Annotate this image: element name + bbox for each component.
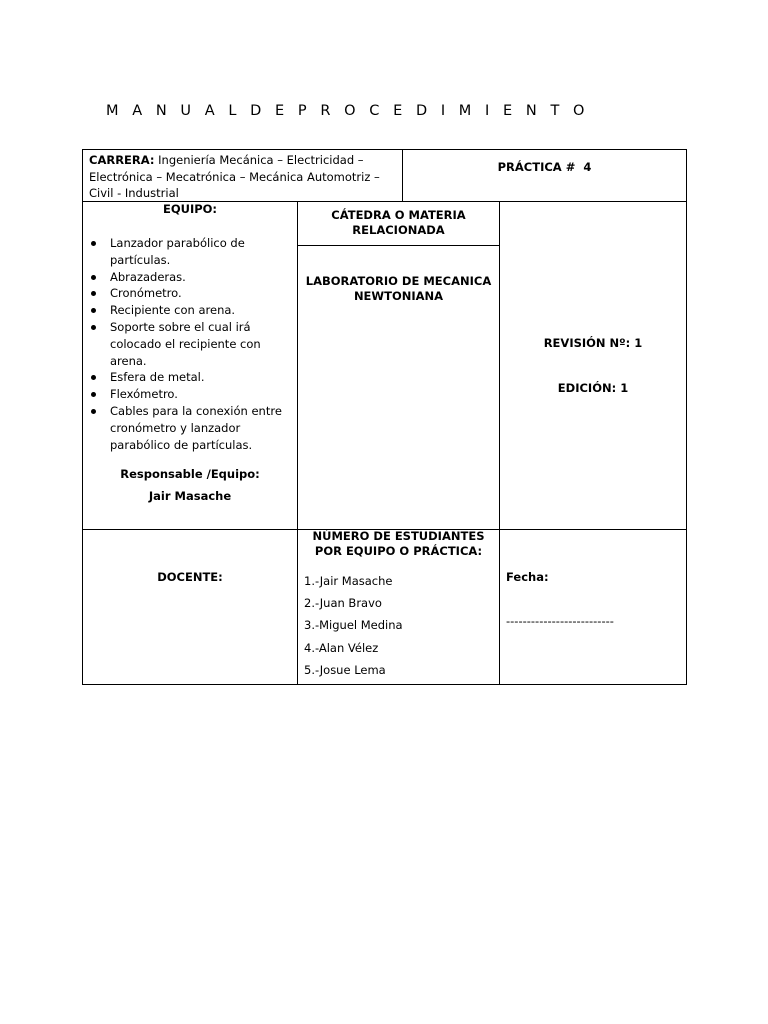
bullet-icon [91,308,96,313]
catedra-heading: CÁTEDRA O MATERIA RELACIONADA [331,208,466,237]
carrera-line3: Civil - Industrial [89,186,179,200]
bullet-icon [91,392,96,397]
bullet-icon [91,325,96,330]
carrera-line2: Electrónica – Mecatrónica – Mecánica Automotriz – [89,169,380,184]
docente-label: DOCENTE: [157,570,223,584]
header-column-divider [402,149,403,202]
fecha-label: Fecha: [506,570,549,584]
list-item: Recipiente con arena. [90,302,290,319]
responsable-label: Responsable /Equipo: [120,467,260,481]
list-item: Lanzador parabólico de partículas. [90,235,290,269]
list-item: 1.-Jair Masache [304,574,393,588]
column-divider-2 [499,201,500,685]
list-item: Cables para la conexión entre cronómetro y lanzador parabólico de partículas. [90,403,290,453]
list-item: 4.-Alan Vélez [304,641,379,655]
list-item: Soporte sobre el cual irá colocado el recipiente con arena. [90,319,290,369]
equipo-heading: EQUIPO: [162,202,218,216]
list-item: Flexómetro. [90,386,290,403]
carrera-label: CARRERA: [89,153,155,167]
bullet-icon [91,375,96,380]
bullet-icon [91,241,96,246]
edicion-number: EDICIÓN: 1 [557,381,629,395]
fecha-line: -------------------------- [506,614,614,628]
bullet-icon [91,291,96,296]
list-item: 3.-Miguel Medina [304,618,403,632]
catedra-divider [297,245,500,246]
list-item: 2.-Juan Bravo [304,596,382,610]
equipo-list [90,235,290,453]
list-item: Abrazaderas. [90,269,290,286]
list-item: Esfera de metal. [90,369,290,386]
revision-number: REVISIÓN Nº: 1 [543,336,643,350]
estudiantes-heading: NÚMERO DE ESTUDIANTES POR EQUIPO O PRÁCTICA: [312,529,485,558]
responsable-name: Jair Masache [148,489,232,503]
list-item: 5.-Josue Lema [304,663,386,677]
bullet-icon [91,275,96,280]
catedra-value: LABORATORIO DE MECANICA NEWTONIANA [305,274,492,303]
document-title: M A N U A L D E P R O C E D I M I E N T O [106,103,589,119]
practica-number: PRÁCTICA # 4 [497,160,592,174]
carrera-line1: Ingeniería Mecánica – Electricidad – [158,153,364,167]
carrera-cell [89,152,399,202]
bullet-icon [91,409,96,414]
list-item: Cronómetro. [90,285,290,302]
